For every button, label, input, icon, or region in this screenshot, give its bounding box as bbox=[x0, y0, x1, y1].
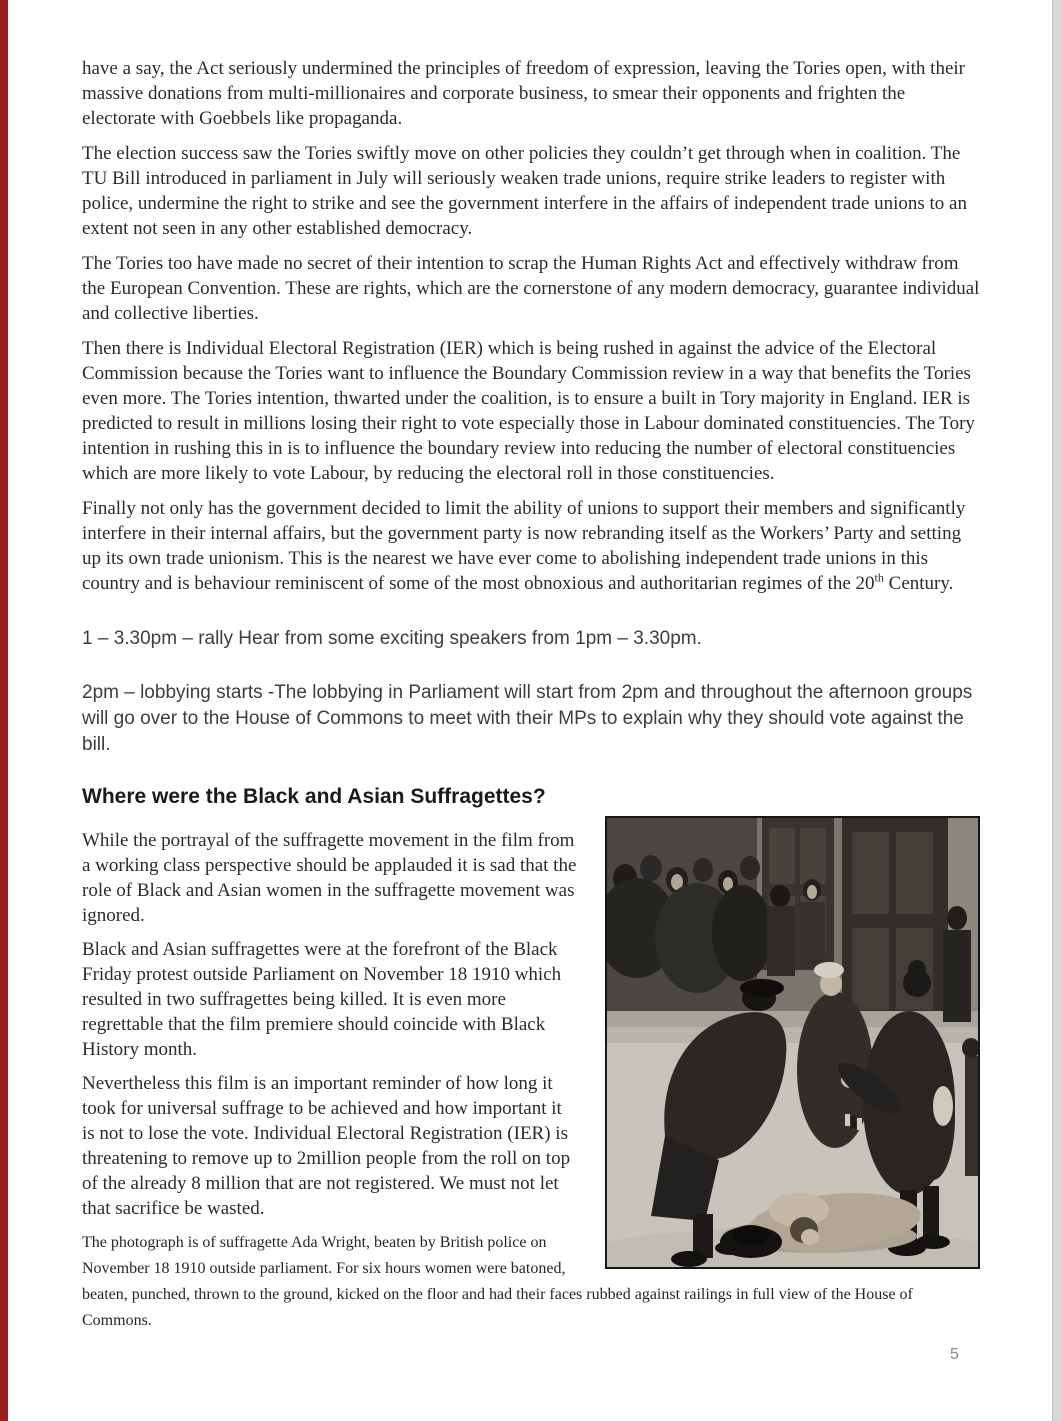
intro-paragraph-5 bbox=[82, 496, 980, 596]
photo-caption: The photograph is of suffragette Ada Wright, beaten by British police on November 18 1910 outside parliament. For six hours women were batoned, beaten, punched, thrown to the ground, kicked on the floor and had their faces rubbed against railings in full view of the House of Commons. bbox=[82, 1234, 913, 1329]
page-content bbox=[82, 56, 980, 1334]
suffragettes-paragraph-1: While the portrayal of the suffragette movement in the film from a working class perspective should be applauded it is sad that the role of Black and Asian women in the suffragette movement was ignored. bbox=[82, 830, 577, 926]
suffragettes-paragraph-2: Black and Asian suffragettes were at the forefront of the Black Friday protest outside Parliament on November 18 1910 which resulted in two suffragettes being killed. It is even more regrettable that the film premiere should coincide with Black History month. bbox=[82, 939, 562, 1060]
suffragettes-section bbox=[82, 828, 980, 1334]
intro-paragraph-1: have a say, the Act seriously undermined the principles of freedom of expression, leaving the Tories open, with their massive donations from multi-millionaires and corporate business, to smear their opponents and frighten the electorate with Goebbels like propaganda. bbox=[82, 58, 965, 129]
intro-paragraph-2: The election success saw the Tories swiftly move on other policies they couldn’t get through when in coalition. The TU Bill introduced in parliament in July will seriously weaken trade unions, require strike leaders to register with police, undermine the right to strike and see the government interfere in the affairs of independent trade unions to an extent not seen in any other established democracy. bbox=[82, 143, 967, 239]
scrollbar-track[interactable] bbox=[1052, 0, 1062, 1421]
paragraph-5-text: Finally not only has the government decided to limit the ability of unions to support their members and significantly interfere in their internal affairs, but the government party is now rebranding itself as the Workers’ Party and setting up its own trade unionism. This is the nearest we have ever come to abolishing independent trade unions in this country and is behaviour reminiscent of some of the most obnoxious and authoritarian regimes of the 20 bbox=[82, 498, 966, 594]
intro-paragraph-3: The Tories too have made no secret of their intention to scrap the Human Rights Act and effectively withdraw from the European Convention. These are rights, which are the cornerstone of any modern democracy, guarantee individual and collective liberties. bbox=[82, 253, 980, 324]
schedule-lobbying-line: 2pm – lobbying starts -The lobbying in Parliament will start from 2pm and throughout the afternoon groups will go over to the House of Commons to meet with their MPs to explain why they should vote against the bill. bbox=[82, 682, 973, 755]
page-number: 5 bbox=[950, 1346, 959, 1363]
event-schedule bbox=[82, 626, 980, 758]
left-accent-bar bbox=[0, 0, 8, 1421]
black-friday-photo-illustration bbox=[607, 818, 978, 1267]
schedule-rally-line: 1 – 3.30pm – rally Hear from some exciting speakers from 1pm – 3.30pm. bbox=[82, 628, 702, 649]
ordinal-superscript: th bbox=[874, 570, 884, 585]
paragraph-5-tail: Century. bbox=[883, 573, 954, 594]
historical-photo bbox=[605, 816, 980, 1269]
intro-paragraph-4: Then there is Individual Electoral Registration (IER) which is being rushed in against the advice of the Electoral Commission because the Tories want to influence the Boundary Commission review in a way that benefits the Tories even more. The Tories intention, thwarted under the coalition, is to ensure a built in Tory majority in England. IER is predicted to result in millions losing their right to vote especially those in Labour dominated constituencies. The Tory intention in rushing this in is to influence the boundary review into reducing the number of electoral constituencies which are more likely to vote Labour, by reducing the electoral roll in those constituencies. bbox=[82, 338, 975, 484]
suffragettes-paragraph-3: Nevertheless this film is an important reminder of how long it took for universal suffrage to be achieved and how important it is not to lose the vote. Individual Electoral Registration (IER) is threatening to remove up to 2million people from the roll on top of the already 8 million that are not registered. We must not let that sacrifice be wasted. bbox=[82, 1073, 571, 1219]
section-heading-suffragettes: Where were the Black and Asian Suffragettes? bbox=[82, 785, 546, 808]
